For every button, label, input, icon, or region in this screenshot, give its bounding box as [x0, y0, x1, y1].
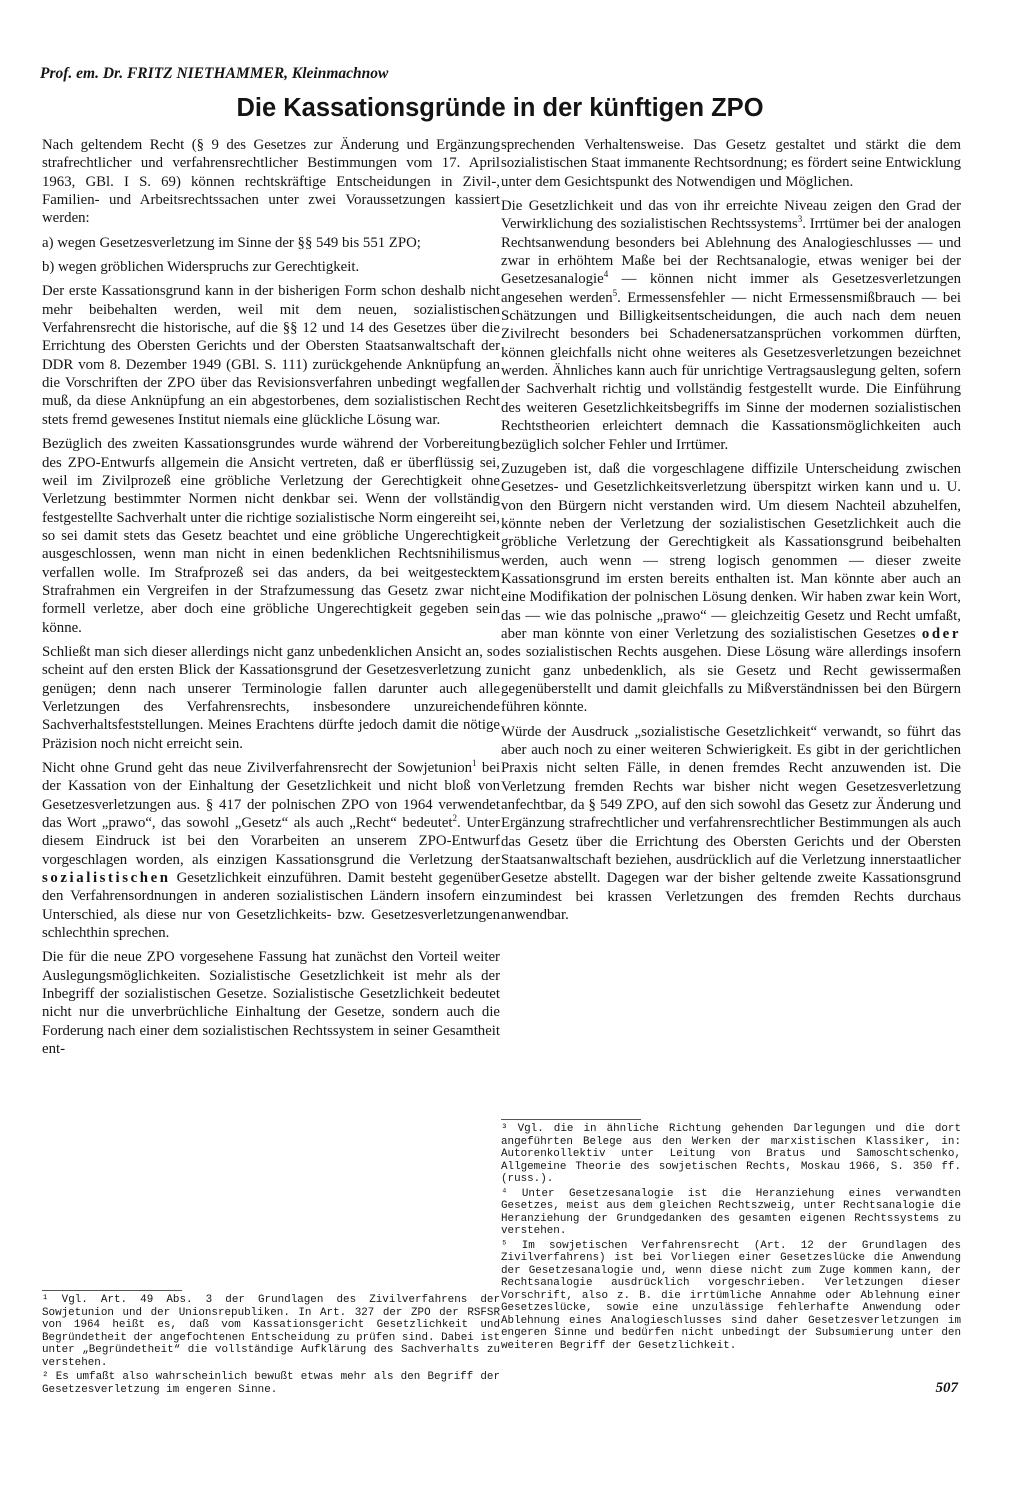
paragraph: sprechenden Verhaltensweise. Das Gesetz gestaltet und stärkt die dem sozialistischen Staat immanente Rechtsordnung; es fördert seine Entwicklung unter dem Gesichtspunkt des Notwendigen und Möglichen. [501, 137, 961, 190]
footnote: ¹ Vgl. Art. 49 Abs. 3 der Grundlagen des Zivilverfahrens der Sowjetunion und der Unionsrepubliken. In Art. 327 der ZPO der RSFSR von 1964 heißt es, daß vom Kassationsgericht Gesetzlichkeit und Begründetheit der angefochtenen Entscheidung zu prüfen sind. Dabei ist unter „Begründetheit“ die vollständige Aufklärung des Sachverhalts zu verstehen. [42, 1294, 500, 1369]
paragraph: Bezüglich des zweiten Kassationsgrundes wurde während der Vorbereitung des ZPO-Entwurfs allgemein die Ansicht vertreten, daß er überflüssig sei, weil im Zivilprozeß eine gröbliche Verletzung der Gerechtigkeit ohne Verletzung bestimmter Normen nicht denkbar sei. Wenn der vollständig festgestellte Sachverhalt unter die richtige sozialistische Norm eingereiht sei, so sei damit stets das Gesetz beachtet und eine gröbliche Ungerechtigkeit ausgeschlossen, wenn man nicht in einen bedenklichen Rechtsnihilismus verfallen wolle. Im Strafprozeß sei das anders, da bei weitgestecktem Strafrahmen ein Vergreifen in der Strafzumessung das Gesetz zwar nicht formell verletze, aber doch eine gröbliche Ungerechtigkeit gegeben sein könne. [42, 436, 500, 636]
left-column [42, 136, 500, 1065]
paragraph [501, 460, 961, 717]
footnote-ref: 1 [472, 758, 477, 769]
text-run: bei der Kassation von der Einhaltung der Gesetzlichkeit und nicht bloß von Gesetzesverletzungen aus. § 417 der polnischen ZPO von 1964 verwendet das Wort „prawo“, das sowohl „Gesetz“ als auch „Recht“ bedeutet [42, 760, 500, 832]
paragraph: Nach geltendem Recht (§ 9 des Gesetzes zur Änderung und Ergänzung strafrechtlicher und verfahrensrechtlicher Bestimmungen vom 17. April 1963, GBl. I S. 69) können rechtskräftige Entscheidungen in Zivil-, Familien- und Arbeitsrechtssachen unter zwei Voraussetzungen kassiert werden: [42, 137, 500, 227]
paragraph: Die für die neue ZPO vorgesehene Fassung hat zunächst den Vorteil weiter Auslegungsmöglichkeiten. Sozialistische Gesetzlichkeit ist mehr als der Inbegriff der sozialistischen Gesetze. Sozialistische Gesetzlichkeit bedeutet nicht nur die unverbrüchliche Einhaltung der Gesetze, sondern auch die Forderung nach einer dem sozialistischen Rechtssystem in seiner Gesamtheit ent- [42, 949, 500, 1058]
text-run: . Unter diesem Eindruck ist bei den Vorarbeiten an unserem ZPO-Entwurf vorgeschlagen worden, als einzigen Kassationsgrund die Verletzung der [42, 815, 500, 868]
footnote-ref: 4 [603, 269, 609, 280]
emphasis-spaced: oder [921, 625, 961, 642]
right-column [501, 136, 961, 930]
footnote-ref: 5 [612, 287, 618, 298]
emphasis-spaced: sozialistischen [42, 870, 171, 887]
paragraph [42, 759, 500, 942]
text-run: Die Gesetzlichkeit und das von ihr erreichte Niveau zeigen den Grad der Verwirklichung des sozialistischen Rechtssystems [501, 198, 961, 233]
list-item: a) wegen Gesetzesverletzung im Sinne der §§ 549 bis 551 ZPO; [42, 234, 421, 251]
article-title: Die Kassationsgründe in der künftigen ZPO [236, 94, 764, 122]
footnote-divider [42, 1290, 182, 1291]
footnote-divider [501, 1119, 641, 1120]
footnote-ref: 2 [452, 813, 458, 824]
list-item: b) wegen gröblichen Widerspruchs zur Gerechtigkeit. [42, 259, 360, 276]
text-run: Nicht ohne Grund geht das neue Zivilverfahrensrecht der Sowjetunion [42, 760, 473, 776]
paragraph: Würde der Ausdruck „sozialistische Gesetzlichkeit“ verwandt, so führt das aber auch noch zu einer weiteren Schwierigkeit. Es gibt in der gerichtlichen Praxis nicht selten Fälle, in denen fremdes Recht anzuwenden ist. Die Verletzung fremden Rechts war bisher nicht wegen Gesetzesverletzung anfechtbar, da § 549 ZPO, auf den sich sowohl das Gesetz zur Änderung und Ergänzung strafrechtlicher und verfahrensrechtlicher Bestimmungen als auch das Gesetz über die Errichtung des Obersten Gerichts und der Obersten Staatsanwaltschaft beziehen, ausdrücklich auf die Verletzung innerstaatlicher Gesetze abstellt. Dagegen war der bisher geltende zweite Kassationsgrund zumindest bei krassen Verletzungen des fremden Rechts durchaus anwendbar. [501, 723, 961, 924]
footnote: ⁵ Im sowjetischen Verfahrensrecht (Art. 12 der Grundlagen des Zivilverfahrens) ist bei Vorliegen einer Gesetzeslücke die Anwendung der Gesetzesanalogie und, wenn diese nicht zum Zuge kommen kann, der Rechtsanalogie ausdrücklich vorgeschrieben. Verletzungen dieser Vorschrift, also z. B. die irrtümliche Annahme oder Ablehnung einer Gesetzeslücke, sowie eine unzulässige fehlerhafte Anwendung oder Ablehnung eines Analogieschlusses sind daher Gesetzesverletzungen im engeren Sinne und bedürfen nicht unbedingt der Subsumierung unter den weiteren Begriff der Gesetzlichkeit. [501, 1239, 961, 1352]
page-number: 507 [935, 1380, 958, 1396]
text-run: Zuzugeben ist, daß die vorgeschlagene diffizile Unterscheidung zwischen Gesetzes- und Gesetzlichkeitsverletzung überspitzt wirken kann und u. U. von den Bürgern nicht verstanden wird. Um diesem Nachteil abzuhelfen, könnte neben der Verletzung der sozialistischen Gesetzlichkeit auch die gröbliche Verletzung der Gerechtigkeit als Kassationsgrund beibehalten werden, auch wenn — streng logisch genommen — dieser zweite Kassationsgrund im ersten bereits enthalten ist. Man könnte aber auch an eine Modifikation der polnischen Lösung denken. Wir haben zwar kein Wort, das — wie das polnische „prawo“ — gleichzeitig Gesetz und Recht umfaßt, aber man könnte von einer Verletzung des sozialistischen Gesetzes [501, 460, 961, 642]
paragraph: Schließt man sich dieser allerdings nicht ganz unbedenklichen Ansicht an, so scheint auf den ersten Blick der Kassationsgrund der Gesetzesverletzung zu genügen; denn nach unserer Terminologie fallen darunter auch alle Verletzungen des Verfahrensrechts, insbesondere unzureichende Sachverhaltsfeststellungen. Meines Erachtens dürfte jedoch damit die nötige Präzision noch nicht erreicht sein. [42, 643, 500, 752]
footnote: ² Es umfaßt also wahrscheinlich bewußt etwas mehr als den Begriff der Gesetzesverletzung im engeren Sinne. [42, 1371, 500, 1396]
text-run: des sozialistischen Rechts ausgehen. Diese Lösung wäre allerdings insofern nicht ganz unbedenklich, als sie Gesetz und Recht gewissermaßen gegenüberstellt und damit gleichfalls zu Mißverständnissen bei den Bürgern führen könnte. [501, 644, 961, 716]
footnote-ref: 3 [797, 214, 803, 225]
paragraph [501, 197, 961, 454]
paragraph: Der erste Kassationsgrund kann in der bisherigen Form schon deshalb nicht mehr beibehalten werden, weil mit dem neuen, sozialistischen Verfahrensrecht die historische, auf die §§ 12 und 14 des Gesetzes über die Errichtung des Obersten Gerichts und der Obersten Staatsanwaltschaft der DDR vom 8. Dezember 1949 (GBl. S. 111) zurückgehende Anknüpfung an die Vorschriften der ZPO über das Revisionsverfahren unbedingt wegfallen muß, da diese Anknüpfung an ein abgestorbenes, dem sozialistischen Recht stets fremd gewesenes Institut niemals eine glückliche Lösung war. [42, 283, 500, 428]
text-run: Gesetzlichkeit einzuführen. Damit besteht gegenüber den Verfahrensordnungen in anderen sozialistischen Ländern insofern ein Unterschied, als diese nur von Gesetzlichkeits- bzw. Gesetzesverletzungen schlechthin sprechen. [42, 870, 500, 942]
text-run: — können nicht immer als Gesetzesverletzungen angesehen werden [501, 271, 961, 306]
text-run: . Ermessensfehler — nicht Ermessensmißbrauch — bei Schätzungen und Billigkeitsentscheidungen, die auch nach dem neuen Zivilrecht besonders bei Schadenersatzansprüchen vorkommen dürften, können gleichfalls nicht ohne weiteres als Gesetzesverletzungen bezeichnet werden. Ähnliches kann auch für unrichtige Vertragsauslegung gelten, sofern der Sachverhalt richtig und vollständig festgestellt wurde. Die Einführung des weiteren Gesetzlichkeitsbegriffs im Sinne der modernen sozialistischen Rechtstheorien erleichtert demnach die Kassationsmöglichkeiten auch bezüglich solcher Fehler und Irrtümer. [501, 289, 961, 453]
footnotes-left [42, 1294, 500, 1398]
footnote: ⁴ Unter Gesetzesanalogie ist die Heranziehung eines verwandten Gesetzes, meist aus dem gleichen Rechtszweig, unter Rechtsanalogie die Heranziehung der Grundgedanken des gesamten eigenen Rechtssystems zu verstehen. [501, 1187, 961, 1237]
footnote: ³ Vgl. die in ähnliche Richtung gehenden Darlegungen und die dort angeführten Belege aus den Werken der marxistischen Klassiker, in: Autorenkollektiv unter Leitung von Bratus und Samoschtschenko, Allgemeine Theorie des sowjetischen Rechts, Moskau 1966, S. 350 ff. (russ.). [501, 1123, 961, 1185]
author-line: Prof. em. Dr. FRITZ NIETHAMMER, Kleinmachnow [40, 65, 389, 82]
footnotes-right [501, 1123, 961, 1354]
text-run: . Irrtümer bei der analogen Rechtsanwendung besonders bei Ablehnung des Analogieschlusses — und zwar in erhöhtem Maße bei der Rechtsanalogie, etwas weniger bei der Gesetzesanalogie [501, 216, 961, 288]
